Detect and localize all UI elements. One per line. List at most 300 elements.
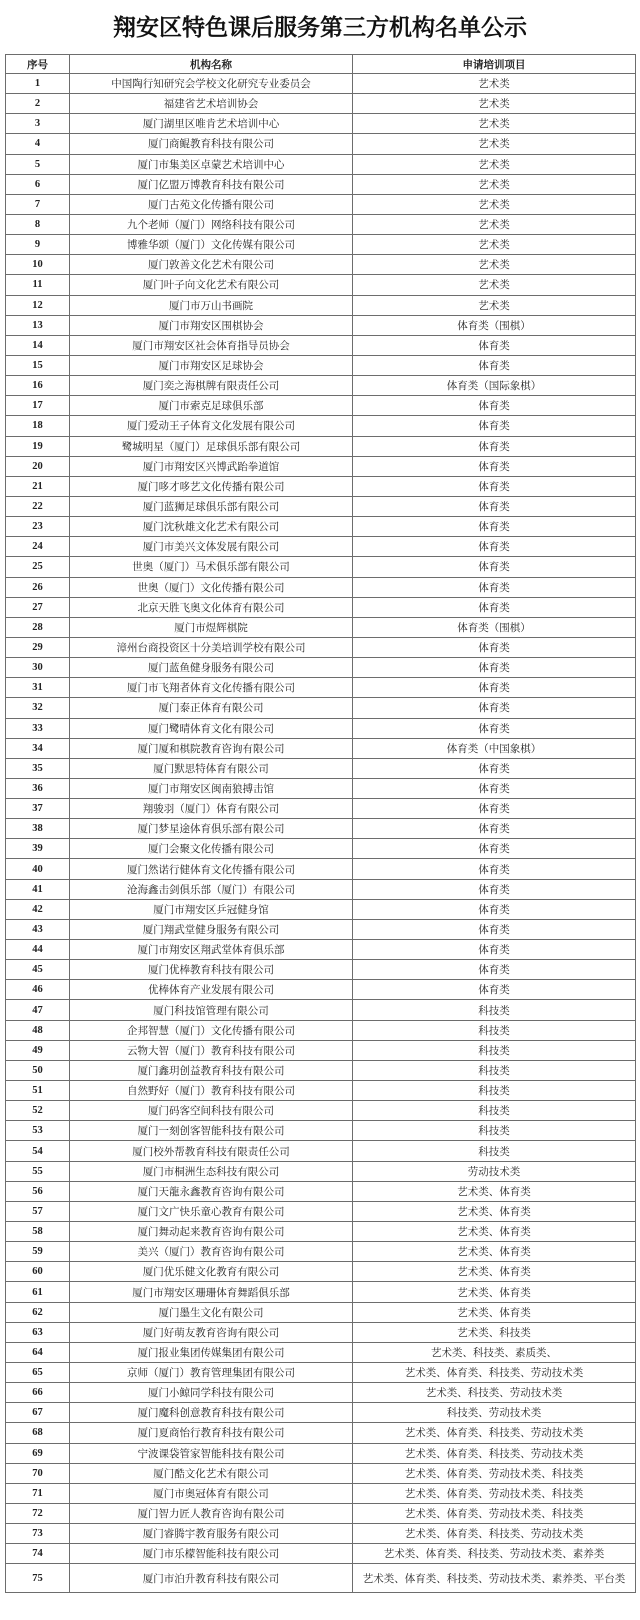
table-row xyxy=(6,114,636,134)
row-index: 56 xyxy=(6,1181,70,1201)
table-row xyxy=(6,919,636,939)
row-institution-name: 厦门报业集团传媒集团有限公司 xyxy=(70,1342,353,1362)
row-institution-name: 厦门市煜辉棋院 xyxy=(70,617,353,637)
row-index: 7 xyxy=(6,194,70,214)
row-training-project: 体育类（围棋） xyxy=(353,617,636,637)
table-row xyxy=(6,718,636,738)
row-training-project: 科技类 xyxy=(353,1121,636,1141)
row-institution-name: 厦门酷文化艺术有限公司 xyxy=(70,1463,353,1483)
row-index: 29 xyxy=(6,637,70,657)
row-institution-name: 世奥（厦门）马术俱乐部有限公司 xyxy=(70,557,353,577)
row-institution-name: 厦门天龍永鑫教育咨询有限公司 xyxy=(70,1181,353,1201)
row-institution-name: 厦门沈秋雄文化艺术有限公司 xyxy=(70,517,353,537)
row-institution-name: 美兴（厦门）教育咨询有限公司 xyxy=(70,1242,353,1262)
row-index: 45 xyxy=(6,960,70,980)
row-training-project: 体育类 xyxy=(353,879,636,899)
table-row xyxy=(6,1282,636,1302)
row-institution-name: 厦门市翔安区珊珊体育舞蹈俱乐部 xyxy=(70,1282,353,1302)
table-row xyxy=(6,94,636,114)
row-index: 15 xyxy=(6,355,70,375)
row-training-project: 艺术类、体育类、科技类、劳动技术类 xyxy=(353,1423,636,1443)
row-index: 3 xyxy=(6,114,70,134)
row-training-project: 艺术类 xyxy=(353,174,636,194)
row-institution-name: 厦门哆才哆艺文化传播有限公司 xyxy=(70,476,353,496)
row-institution-name: 自然野好（厦门）教育科技有限公司 xyxy=(70,1081,353,1101)
row-institution-name: 厦门市美兴文体发展有限公司 xyxy=(70,537,353,557)
row-index: 14 xyxy=(6,335,70,355)
row-training-project: 体育类 xyxy=(353,698,636,718)
row-institution-name: 厦门鑫玥创益教育科技有限公司 xyxy=(70,1060,353,1080)
row-institution-name: 厦门一刻创客智能科技有限公司 xyxy=(70,1121,353,1141)
page-title: 翔安区特色课后服务第三方机构名单公示 xyxy=(113,15,527,41)
row-training-project: 体育类 xyxy=(353,758,636,778)
row-institution-name: 厦门市翔安区闽南狼搏击馆 xyxy=(70,778,353,798)
table-row xyxy=(6,1201,636,1221)
row-training-project: 科技类 xyxy=(353,1020,636,1040)
table-row xyxy=(6,214,636,234)
table-row xyxy=(6,194,636,214)
row-training-project: 科技类 xyxy=(353,1141,636,1161)
row-training-project: 艺术类、科技类、素质类、 xyxy=(353,1342,636,1362)
table-row xyxy=(6,879,636,899)
row-training-project: 艺术类 xyxy=(353,74,636,94)
table-row xyxy=(6,315,636,335)
table-row xyxy=(6,376,636,396)
row-institution-name: 鹭城明星（厦门）足球俱乐部有限公司 xyxy=(70,436,353,456)
row-institution-name: 厦门优乐健文化教育有限公司 xyxy=(70,1262,353,1282)
row-institution-name: 厦门敦善文化艺术有限公司 xyxy=(70,255,353,275)
row-index: 9 xyxy=(6,235,70,255)
table-row xyxy=(6,1302,636,1322)
row-index: 11 xyxy=(6,275,70,295)
row-index: 2 xyxy=(6,94,70,114)
row-training-project: 体育类 xyxy=(353,940,636,960)
table-row xyxy=(6,1161,636,1181)
row-index: 68 xyxy=(6,1423,70,1443)
table-row xyxy=(6,436,636,456)
table-row xyxy=(6,416,636,436)
table-row xyxy=(6,1544,636,1564)
row-institution-name: 宁波课袋管家智能科技有限公司 xyxy=(70,1443,353,1463)
row-training-project: 体育类 xyxy=(353,557,636,577)
table-row xyxy=(6,1141,636,1161)
table-row xyxy=(6,1524,636,1544)
row-institution-name: 厦门夏商怡行教育科技有限公司 xyxy=(70,1423,353,1443)
row-institution-name: 厦门优棒教育科技有限公司 xyxy=(70,960,353,980)
row-institution-name: 厦门舞动起来教育咨询有限公司 xyxy=(70,1222,353,1242)
row-training-project: 体育类 xyxy=(353,637,636,657)
row-training-project: 艺术类 xyxy=(353,94,636,114)
header-index: 序号 xyxy=(6,55,70,74)
row-institution-name: 厦门智力匠人教育咨询有限公司 xyxy=(70,1503,353,1523)
row-institution-name: 厦门睿腾宇教育服务有限公司 xyxy=(70,1524,353,1544)
row-index: 25 xyxy=(6,557,70,577)
row-index: 71 xyxy=(6,1483,70,1503)
table-row xyxy=(6,476,636,496)
row-institution-name: 厦门亿盟万博教育科技有限公司 xyxy=(70,174,353,194)
table-row xyxy=(6,658,636,678)
row-index: 46 xyxy=(6,980,70,1000)
row-institution-name: 厦门商鲲教育科技有限公司 xyxy=(70,134,353,154)
table-row xyxy=(6,1443,636,1463)
row-institution-name: 厦门默思特体育有限公司 xyxy=(70,758,353,778)
row-training-project: 科技类 xyxy=(353,1000,636,1020)
table-row xyxy=(6,1363,636,1383)
row-training-project: 体育类 xyxy=(353,678,636,698)
table-row xyxy=(6,698,636,718)
row-training-project: 体育类 xyxy=(353,456,636,476)
row-index: 48 xyxy=(6,1020,70,1040)
row-training-project: 体育类 xyxy=(353,416,636,436)
row-training-project: 体育类 xyxy=(353,597,636,617)
row-index: 51 xyxy=(6,1081,70,1101)
row-training-project: 体育类 xyxy=(353,718,636,738)
row-institution-name: 厦门叶子向文化艺术有限公司 xyxy=(70,275,353,295)
row-index: 27 xyxy=(6,597,70,617)
row-institution-name: 厦门市翔安区围棋协会 xyxy=(70,315,353,335)
row-index: 34 xyxy=(6,738,70,758)
row-institution-name: 厦门梦星途体育俱乐部有限公司 xyxy=(70,819,353,839)
table-row xyxy=(6,778,636,798)
row-training-project: 体育类 xyxy=(353,859,636,879)
row-index: 38 xyxy=(6,819,70,839)
row-index: 41 xyxy=(6,879,70,899)
row-institution-name: 厦门古苑文化传播有限公司 xyxy=(70,194,353,214)
row-index: 61 xyxy=(6,1282,70,1302)
row-index: 52 xyxy=(6,1101,70,1121)
row-institution-name: 九个老师（厦门）网络科技有限公司 xyxy=(70,214,353,234)
row-training-project: 体育类 xyxy=(353,819,636,839)
table-row xyxy=(6,1020,636,1040)
row-institution-name: 世奥（厦门）文化传播有限公司 xyxy=(70,577,353,597)
table-row xyxy=(6,678,636,698)
row-index: 60 xyxy=(6,1262,70,1282)
row-index: 54 xyxy=(6,1141,70,1161)
row-index: 22 xyxy=(6,496,70,516)
table-row xyxy=(6,1060,636,1080)
row-training-project: 艺术类 xyxy=(353,295,636,315)
table-body xyxy=(6,74,636,1593)
row-training-project: 艺术类、体育类、科技类、劳动技术类 xyxy=(353,1443,636,1463)
table-row xyxy=(6,335,636,355)
row-institution-name: 厦门市集美区卓蒙艺术培训中心 xyxy=(70,154,353,174)
row-institution-name: 云物大智（厦门）教育科技有限公司 xyxy=(70,1040,353,1060)
row-training-project: 体育类 xyxy=(353,476,636,496)
row-training-project: 体育类 xyxy=(353,960,636,980)
row-training-project: 艺术类 xyxy=(353,134,636,154)
row-index: 31 xyxy=(6,678,70,698)
table-row xyxy=(6,1121,636,1141)
table-row xyxy=(6,1000,636,1020)
row-index: 1 xyxy=(6,74,70,94)
table-row xyxy=(6,174,636,194)
row-index: 63 xyxy=(6,1322,70,1342)
row-institution-name: 厦门市飞翔者体育文化传播有限公司 xyxy=(70,678,353,698)
table-row xyxy=(6,577,636,597)
row-index: 72 xyxy=(6,1503,70,1523)
table-row xyxy=(6,1564,636,1593)
row-institution-name: 沧海鑫击剑俱乐部（厦门）有限公司 xyxy=(70,879,353,899)
table-header-row xyxy=(6,55,636,74)
table-row xyxy=(6,235,636,255)
row-training-project: 艺术类、体育类、劳动技术类、科技类 xyxy=(353,1503,636,1523)
row-index: 64 xyxy=(6,1342,70,1362)
table-row xyxy=(6,1222,636,1242)
row-index: 28 xyxy=(6,617,70,637)
row-training-project: 体育类 xyxy=(353,436,636,456)
row-training-project: 体育类 xyxy=(353,839,636,859)
row-training-project: 科技类 xyxy=(353,1081,636,1101)
row-institution-name: 厦门码客空间科技有限公司 xyxy=(70,1101,353,1121)
row-institution-name: 厦门市万山书画院 xyxy=(70,295,353,315)
row-institution-name: 厦门市泊升教育科技有限公司 xyxy=(70,1564,353,1593)
row-institution-name: 厦门好萌友教育咨询有限公司 xyxy=(70,1322,353,1342)
row-index: 58 xyxy=(6,1222,70,1242)
table-row xyxy=(6,275,636,295)
row-index: 6 xyxy=(6,174,70,194)
table-row xyxy=(6,839,636,859)
row-training-project: 体育类（中国象棋） xyxy=(353,738,636,758)
row-institution-name: 厦门市翔安区足球协会 xyxy=(70,355,353,375)
row-institution-name: 厦门市桐洲生态科技有限公司 xyxy=(70,1161,353,1181)
row-institution-name: 厦门市翔安区兴博武跆拳道馆 xyxy=(70,456,353,476)
row-institution-name: 厦门市奥冠体育有限公司 xyxy=(70,1483,353,1503)
table-row xyxy=(6,154,636,174)
row-index: 16 xyxy=(6,376,70,396)
row-index: 8 xyxy=(6,214,70,234)
table-row xyxy=(6,899,636,919)
table-row xyxy=(6,295,636,315)
row-training-project: 艺术类、体育类 xyxy=(353,1222,636,1242)
row-institution-name: 北京天胜飞奥文化体育有限公司 xyxy=(70,597,353,617)
table-row xyxy=(6,940,636,960)
row-index: 30 xyxy=(6,658,70,678)
table-row xyxy=(6,1383,636,1403)
table-row xyxy=(6,134,636,154)
row-training-project: 艺术类、体育类、劳动技术类、科技类 xyxy=(353,1463,636,1483)
row-institution-name: 厦门文广快乐童心教育有限公司 xyxy=(70,1201,353,1221)
row-training-project: 科技类 xyxy=(353,1101,636,1121)
row-training-project: 体育类（围棋） xyxy=(353,315,636,335)
row-institution-name: 厦门墨生文化有限公司 xyxy=(70,1302,353,1322)
row-institution-name: 厦门市索克足球俱乐部 xyxy=(70,396,353,416)
row-index: 12 xyxy=(6,295,70,315)
table-row xyxy=(6,819,636,839)
row-training-project: 体育类 xyxy=(353,778,636,798)
row-index: 26 xyxy=(6,577,70,597)
row-index: 37 xyxy=(6,799,70,819)
row-training-project: 艺术类、体育类 xyxy=(353,1262,636,1282)
row-institution-name: 厦门市翔安区翔武堂体育俱乐部 xyxy=(70,940,353,960)
row-index: 49 xyxy=(6,1040,70,1060)
row-index: 66 xyxy=(6,1383,70,1403)
row-index: 10 xyxy=(6,255,70,275)
table-row xyxy=(6,1322,636,1342)
row-institution-name: 厦门奕之海棋牌有限责任公司 xyxy=(70,376,353,396)
row-institution-name: 企邦智慧（厦门）文化传播有限公司 xyxy=(70,1020,353,1040)
table-row xyxy=(6,1423,636,1443)
row-training-project: 体育类（国际象棋） xyxy=(353,376,636,396)
row-training-project: 体育类 xyxy=(353,980,636,1000)
row-index: 43 xyxy=(6,919,70,939)
row-index: 24 xyxy=(6,537,70,557)
row-index: 42 xyxy=(6,899,70,919)
row-institution-name: 厦门爱动王子体育文化发展有限公司 xyxy=(70,416,353,436)
row-institution-name: 厦门泰正体育有限公司 xyxy=(70,698,353,718)
row-institution-name: 厦门然诺行健体育文化传播有限公司 xyxy=(70,859,353,879)
row-index: 74 xyxy=(6,1544,70,1564)
row-index: 67 xyxy=(6,1403,70,1423)
row-index: 13 xyxy=(6,315,70,335)
row-institution-name: 翔骏羽（厦门）体育有限公司 xyxy=(70,799,353,819)
row-index: 23 xyxy=(6,517,70,537)
table-row xyxy=(6,1101,636,1121)
row-index: 20 xyxy=(6,456,70,476)
row-training-project: 体育类 xyxy=(353,496,636,516)
table-row xyxy=(6,456,636,476)
row-institution-name: 厦门科技馆管理有限公司 xyxy=(70,1000,353,1020)
table-row xyxy=(6,597,636,617)
row-training-project: 体育类 xyxy=(353,517,636,537)
table-row xyxy=(6,517,636,537)
row-training-project: 艺术类、体育类 xyxy=(353,1242,636,1262)
row-institution-name: 厦门厦和棋院教育咨询有限公司 xyxy=(70,738,353,758)
row-index: 5 xyxy=(6,154,70,174)
row-training-project: 体育类 xyxy=(353,355,636,375)
row-index: 19 xyxy=(6,436,70,456)
table-row xyxy=(6,637,636,657)
row-training-project: 科技类 xyxy=(353,1060,636,1080)
row-training-project: 体育类 xyxy=(353,335,636,355)
table-row xyxy=(6,859,636,879)
row-index: 69 xyxy=(6,1443,70,1463)
row-institution-name: 厦门湖里区唯肯艺术培训中心 xyxy=(70,114,353,134)
table-row xyxy=(6,396,636,416)
row-training-project: 科技类、劳动技术类 xyxy=(353,1403,636,1423)
row-institution-name: 厦门会聚文化传播有限公司 xyxy=(70,839,353,859)
row-training-project: 艺术类、体育类、科技类、劳动技术类 xyxy=(353,1524,636,1544)
row-index: 62 xyxy=(6,1302,70,1322)
row-institution-name: 博雅华颂（厦门）文化传媒有限公司 xyxy=(70,235,353,255)
row-institution-name: 优棒体育产业发展有限公司 xyxy=(70,980,353,1000)
row-index: 40 xyxy=(6,859,70,879)
row-index: 50 xyxy=(6,1060,70,1080)
table-row xyxy=(6,1181,636,1201)
row-index: 57 xyxy=(6,1201,70,1221)
table-row xyxy=(6,557,636,577)
row-training-project: 艺术类、体育类、劳动技术类、科技类 xyxy=(353,1483,636,1503)
row-training-project: 体育类 xyxy=(353,577,636,597)
row-institution-name: 京师（厦门）教育管理集团有限公司 xyxy=(70,1363,353,1383)
row-institution-name: 厦门魔科创意教育科技有限公司 xyxy=(70,1403,353,1423)
row-training-project: 体育类 xyxy=(353,396,636,416)
row-index: 73 xyxy=(6,1524,70,1544)
table-row xyxy=(6,537,636,557)
row-training-project: 科技类 xyxy=(353,1040,636,1060)
row-index: 21 xyxy=(6,476,70,496)
table-row xyxy=(6,74,636,94)
header-training-project: 申请培训项目 xyxy=(353,55,636,74)
row-index: 36 xyxy=(6,778,70,798)
row-training-project: 艺术类、体育类、科技类、劳动技术类 xyxy=(353,1363,636,1383)
row-index: 39 xyxy=(6,839,70,859)
row-training-project: 劳动技术类 xyxy=(353,1161,636,1181)
row-training-project: 艺术类、体育类 xyxy=(353,1282,636,1302)
row-training-project: 艺术类 xyxy=(353,114,636,134)
row-index: 32 xyxy=(6,698,70,718)
row-institution-name: 厦门市翔安区社会体育指导员协会 xyxy=(70,335,353,355)
row-institution-name: 厦门鹭晴体育文化有限公司 xyxy=(70,718,353,738)
row-index: 44 xyxy=(6,940,70,960)
table-row xyxy=(6,1081,636,1101)
row-training-project: 艺术类 xyxy=(353,255,636,275)
row-index: 35 xyxy=(6,758,70,778)
row-index: 47 xyxy=(6,1000,70,1020)
row-institution-name: 厦门翔武堂健身服务有限公司 xyxy=(70,919,353,939)
row-training-project: 艺术类 xyxy=(353,214,636,234)
row-training-project: 艺术类 xyxy=(353,235,636,255)
row-training-project: 艺术类 xyxy=(353,154,636,174)
row-institution-name: 厦门蓝鱼健身服务有限公司 xyxy=(70,658,353,678)
table-row xyxy=(6,1040,636,1060)
row-institution-name: 厦门校外帮教育科技有限责任公司 xyxy=(70,1141,353,1161)
table-row xyxy=(6,355,636,375)
table-row xyxy=(6,255,636,275)
row-training-project: 体育类 xyxy=(353,799,636,819)
row-training-project: 艺术类、体育类 xyxy=(353,1181,636,1201)
row-institution-name: 厦门市乐檬智能科技有限公司 xyxy=(70,1544,353,1564)
row-institution-name: 福建省艺术培训协会 xyxy=(70,94,353,114)
table-row xyxy=(6,799,636,819)
table-row xyxy=(6,1463,636,1483)
row-index: 17 xyxy=(6,396,70,416)
row-training-project: 艺术类、科技类 xyxy=(353,1322,636,1342)
table-row xyxy=(6,496,636,516)
table-row xyxy=(6,758,636,778)
row-training-project: 艺术类、科技类、劳动技术类 xyxy=(353,1383,636,1403)
row-index: 75 xyxy=(6,1564,70,1593)
row-training-project: 艺术类、体育类 xyxy=(353,1302,636,1322)
table-row xyxy=(6,1483,636,1503)
row-training-project: 艺术类、体育类、科技类、劳动技术类、素养类 xyxy=(353,1544,636,1564)
table-row xyxy=(6,1262,636,1282)
row-institution-name: 中国陶行知研究会学校文化研究专业委员会 xyxy=(70,74,353,94)
table-row xyxy=(6,738,636,758)
row-institution-name: 厦门小鲸同学科技有限公司 xyxy=(70,1383,353,1403)
row-index: 53 xyxy=(6,1121,70,1141)
row-index: 4 xyxy=(6,134,70,154)
row-index: 55 xyxy=(6,1161,70,1181)
row-training-project: 艺术类 xyxy=(353,194,636,214)
row-training-project: 体育类 xyxy=(353,899,636,919)
row-training-project: 艺术类 xyxy=(353,275,636,295)
row-training-project: 艺术类、体育类 xyxy=(353,1201,636,1221)
table-row xyxy=(6,980,636,1000)
row-index: 59 xyxy=(6,1242,70,1262)
row-training-project: 体育类 xyxy=(353,658,636,678)
row-institution-name: 厦门蓝狮足球俱乐部有限公司 xyxy=(70,496,353,516)
row-training-project: 艺术类、体育类、科技类、劳动技术类、素养类、平台类 xyxy=(353,1564,636,1593)
row-index: 65 xyxy=(6,1363,70,1383)
row-index: 70 xyxy=(6,1463,70,1483)
table-row xyxy=(6,1403,636,1423)
institution-table xyxy=(5,54,636,1593)
table-row xyxy=(6,1342,636,1362)
header-institution-name: 机构名称 xyxy=(70,55,353,74)
row-institution-name: 厦门市翔安区乒冠健身馆 xyxy=(70,899,353,919)
row-training-project: 体育类 xyxy=(353,537,636,557)
row-institution-name: 漳州台商投资区十分美培训学校有限公司 xyxy=(70,637,353,657)
